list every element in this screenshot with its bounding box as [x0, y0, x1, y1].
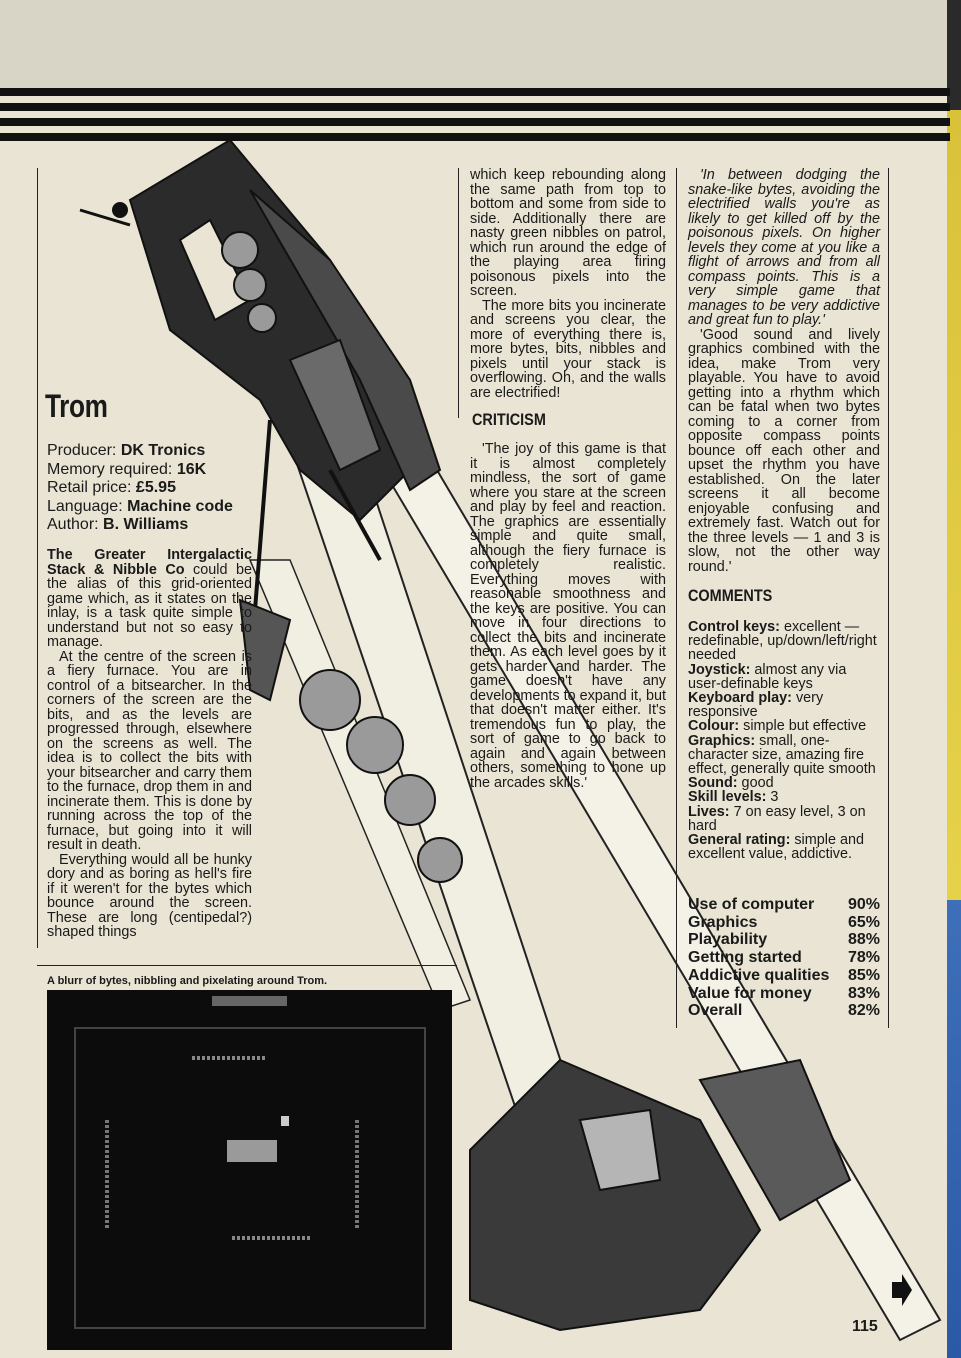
- spec-language: Language: Machine code: [47, 497, 233, 515]
- spec-producer: Producer: DK Tronics: [47, 442, 206, 459]
- rating-row: Graphics 65%: [688, 913, 880, 931]
- comments-heading: COMMENTS: [688, 586, 773, 605]
- column-2: [470, 168, 666, 400]
- intro-paragraph: The Greater Intergalactic Stack & Nibble Co could be the alias of this grid-oriented game which, as it states on the inlay, is a task quite simple to understand but not so easy to manage.: [47, 547, 252, 650]
- rating-row: Use of computer 90%: [688, 896, 880, 913]
- next-page-arrow-icon: [890, 1272, 914, 1308]
- column-rule: [458, 168, 459, 418]
- comment-joystick: Joystick: almost any via user-definable keys: [688, 661, 847, 692]
- column-1: [47, 548, 252, 940]
- screenshot-caption: A blurr of bytes, nibbling and pixelating around Trom.: [47, 975, 328, 987]
- spec-price: Retail price: £5.95: [47, 479, 176, 496]
- criticism-heading: CRITICISM: [472, 410, 546, 429]
- rating-row: Value for money 83%: [688, 984, 880, 1002]
- spec-list: [47, 442, 233, 535]
- column-rule: [37, 168, 38, 948]
- comment-control-keys: Control keys: excellent — redefinable, up/down/left/right needed: [688, 619, 877, 664]
- comments-list: [688, 620, 880, 861]
- column-2-criticism: [470, 442, 666, 790]
- ratings-table: [688, 896, 880, 1020]
- body-paragraph: At the centre of the screen is a fiery furnace. You are in control of a bitsearcher. In the corners of the screen are the bits, and as the levels are progressed through, elsewhere on the screens as well. The idea is to collect the bits with your bitsearcher and carry them to the furnace, drop them in and incinerate them. This is done by running across the top of the furnace, but going into it will result in death.: [47, 648, 252, 853]
- column-rule: [676, 168, 677, 1028]
- comment-keyboard: Keyboard play: very responsive: [688, 690, 824, 721]
- game-screen-art: [47, 990, 452, 1350]
- column-3: [688, 168, 880, 574]
- column-rule: [37, 965, 457, 966]
- comment-skill-levels: Skill levels: 3: [688, 789, 779, 806]
- comment-general-rating: General rating: simple and excellent value, addictive.: [688, 832, 864, 863]
- review-quote: 'In between dodging the snake-like bytes, avoiding the electrified walls you're as likely to get killed off by the poisonous pixels. On higher levels they come at you like a flight of arrows and from all compass points. This is a very simple game that manages to be very addictive and great fun to play.': [688, 167, 880, 328]
- criticism-paragraph: 'The joy of this game is that it is almost completely mindless, the sort of game where you stare at the screen and play by feel and reaction. The graphics are essentially simple and quite small, although the fiery furnace is completely realistic. Everything moves with reasonable smoothness and the keys are positive. You can move in four directions to collect the bits and incinerate them. As each level goes by it gets harder and harder. The game doesn't have any developments to expand it, but that doesn't matter either. It's tremendous fun to play, the sort of game to go back to again and again between others, something to hone up the arcades skills.': [470, 441, 667, 791]
- body-paragraph: which keep rebounding along the same path from top to bottom and some from side to side. Additionally there are nasty green nibbles on patrol, which run around the edge of the playing area firing poisonous pixels into the screen.: [470, 167, 666, 299]
- comment-colour: Colour: simple but effective: [688, 718, 867, 735]
- body-paragraph: Everything would all be hunky dory and as boring as hell's fire if it weren't for the bytes which bounce around the screen. These are long (centipedal?) shaped things: [47, 851, 252, 940]
- rating-row: Overall 82%: [688, 1002, 880, 1020]
- review-quote: 'Good sound and lively graphics combined with the idea, make Trom very playable. You have to avoid getting into a rhythm which can be fatal when two bytes coming to a corner from opposite compass points bounce off each other and upset the rhythm you have established. On the later screens it all become enjoyable confusing and extremely fast. Watch out for the three levels — 1 and 3 is slow, not the other way round.': [688, 326, 880, 575]
- column-rule: [888, 168, 889, 1028]
- rating-row: Playability 88%: [688, 931, 880, 949]
- body-paragraph: The more bits you incinerate and screens you clear, the more of everything there is, more bytes, bits, nibbles and pixels until your stack is overflowing. Oh, and the walls are electrified!: [470, 297, 666, 401]
- spec-author: Author: B. Williams: [47, 516, 189, 533]
- comment-lives: Lives: 7 on easy level, 3 on hard: [688, 803, 866, 834]
- rating-row: Getting started 78%: [688, 949, 880, 967]
- game-title: Trom: [45, 388, 108, 424]
- game-screenshot: [47, 990, 452, 1350]
- rating-row: Addictive qualities 85%: [688, 966, 880, 984]
- comment-sound: Sound: good: [688, 775, 774, 792]
- spec-memory: Memory required: 16K: [47, 460, 207, 478]
- page-number: 115: [852, 1318, 878, 1335]
- comment-graphics: Graphics: small, one-character size, amazing fire effect, generally quite smooth: [688, 732, 876, 778]
